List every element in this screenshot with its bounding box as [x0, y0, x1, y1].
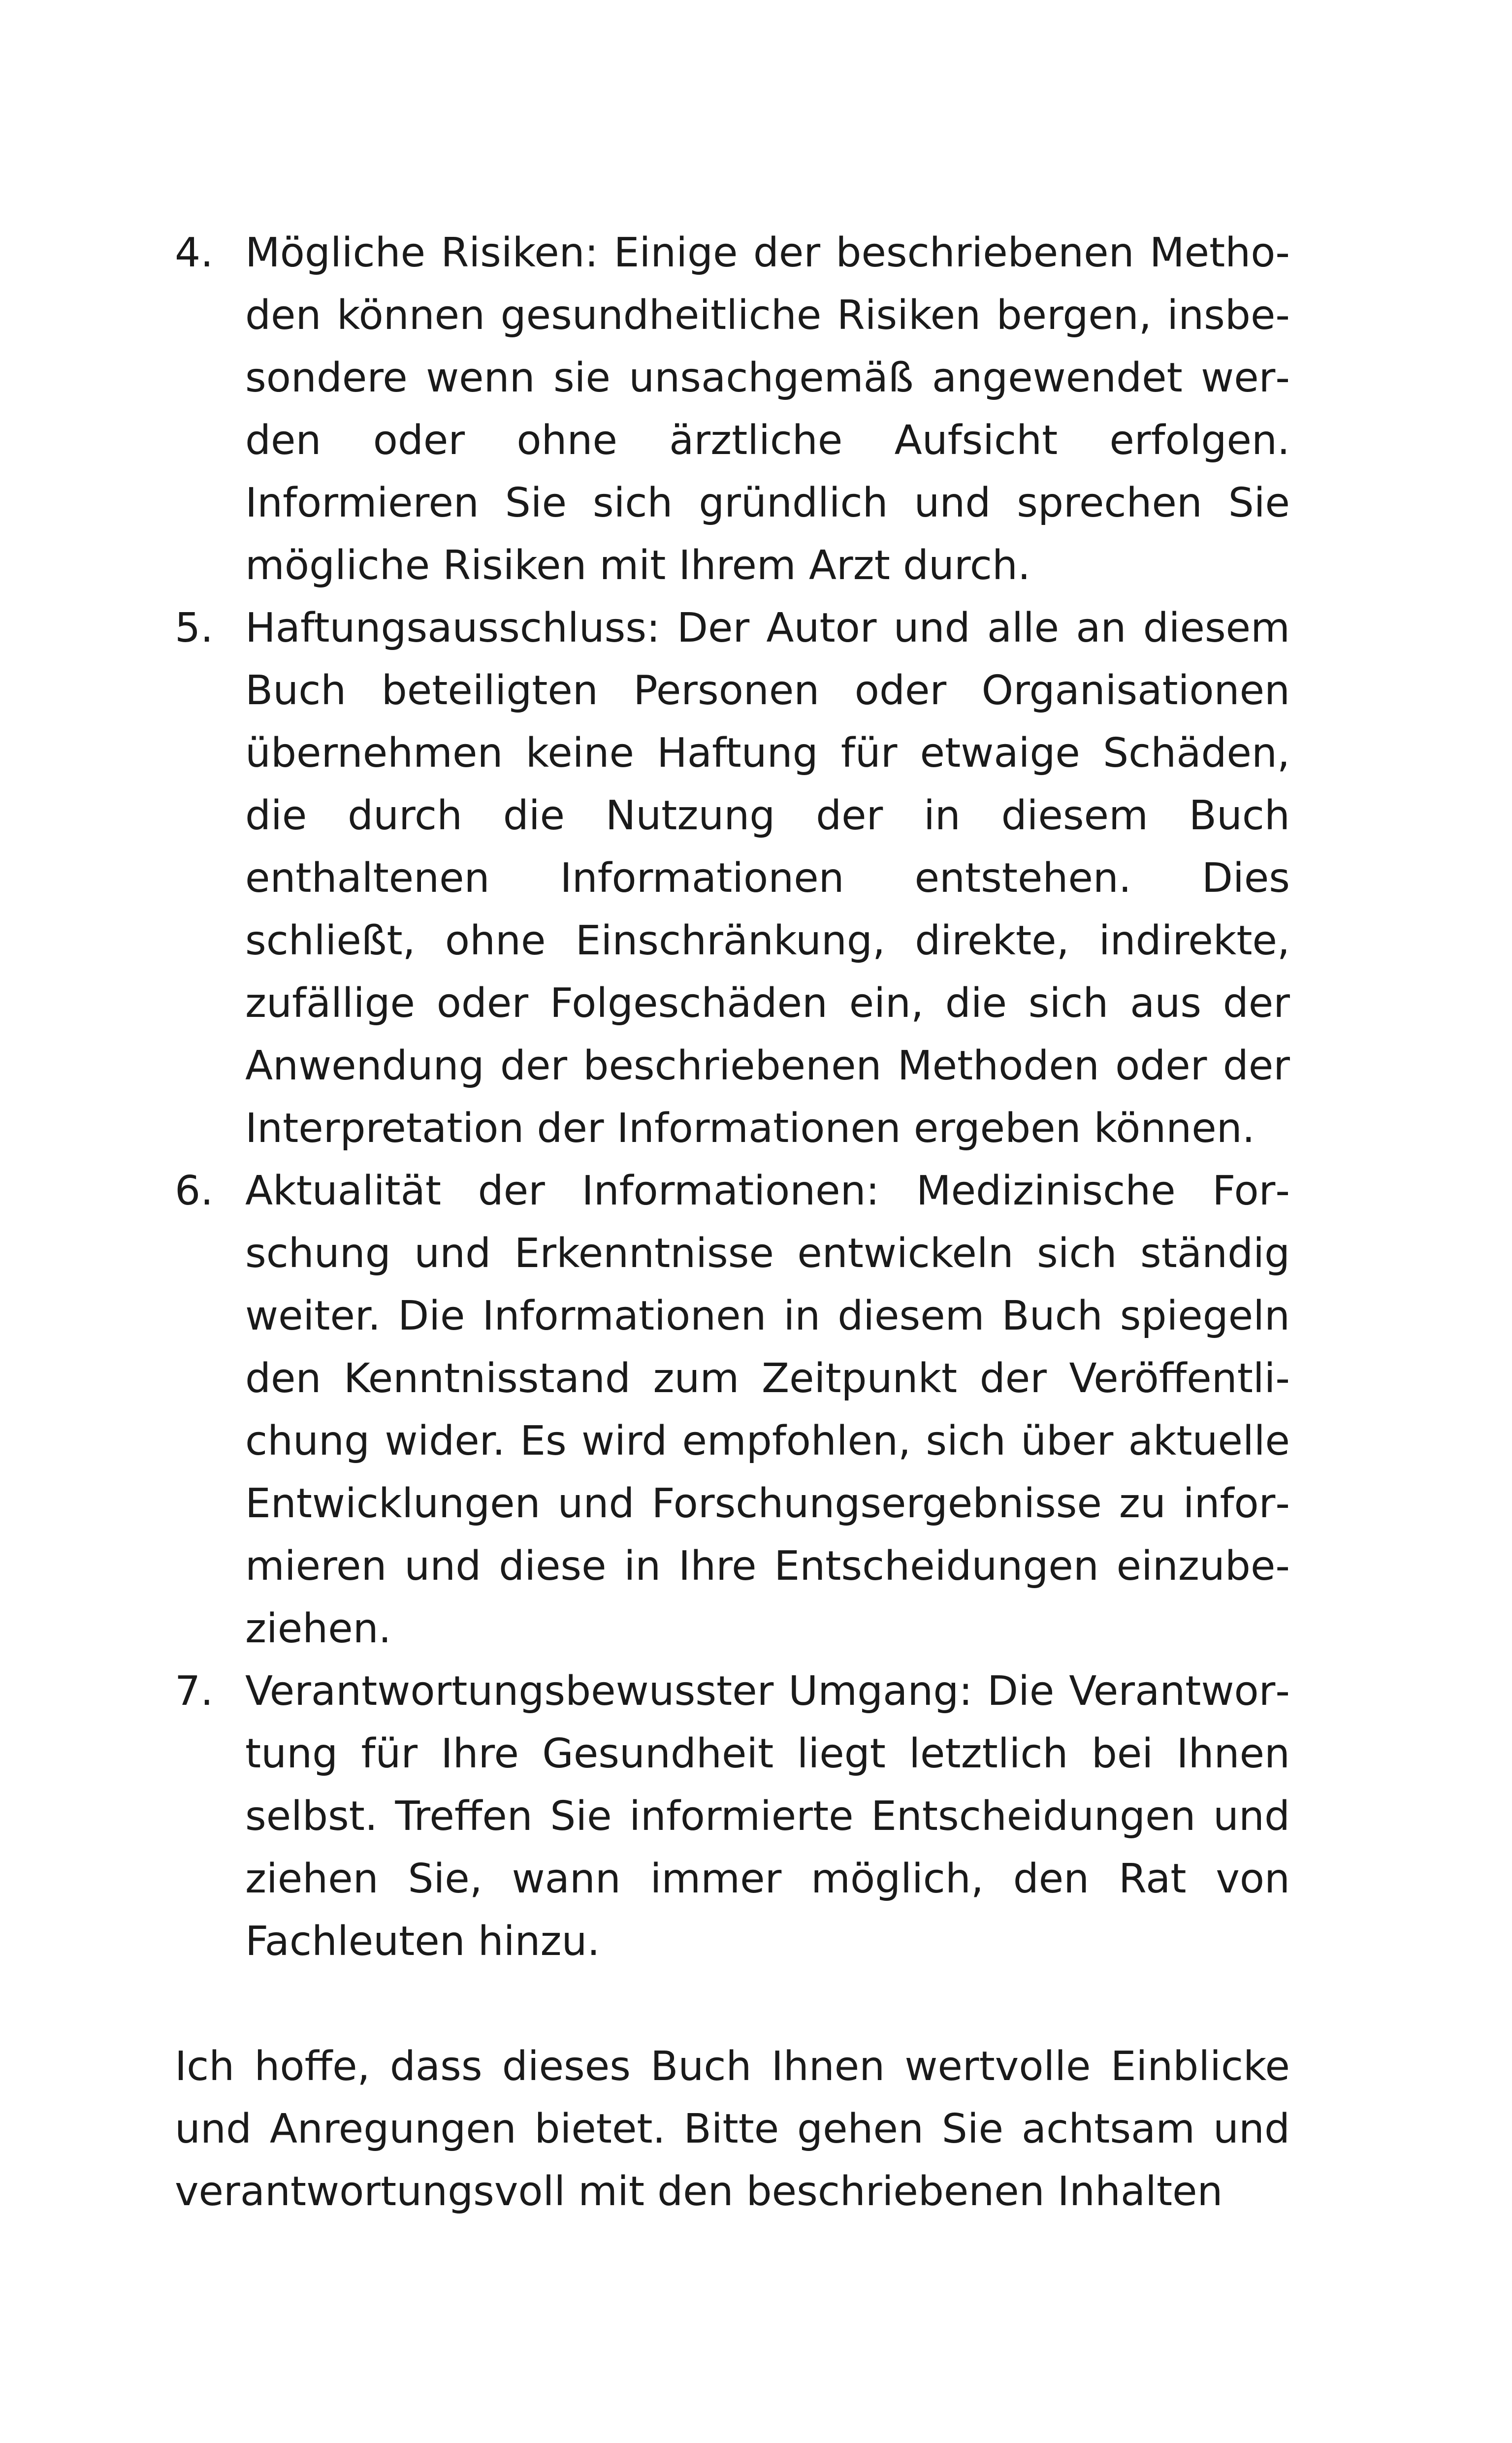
list-item-number: 7. [175, 1668, 214, 1715]
disclaimer-list [175, 222, 1290, 1973]
list-item-text: Aktualität der Informationen: Medizinische Forschung und Erkenntnisse entwickeln sich ständig weiter. Die Informationen in diesem Buch spiegeln den Kenntnisstand zum Zeitpunkt der Veröffentlichung wider. Es wird empfohlen, sich über aktuelle Entwicklungen und Forschungsergebnisse zu informieren und diese in Ihre Entscheidungen einzubeziehen. [245, 1168, 1290, 1652]
list-item-number: 4. [175, 229, 214, 276]
page-content [175, 222, 1290, 2263]
list-item-text: Haftungsausschluss: Der Autor und alle an diesem Buch beteiligten Personen oder Organisationen übernehmen keine Haftung für etwaige Schäden, die durch die Nutzung der in diesem Buch enthaltenen Informationen entstehen. Dies schließt, ohne Einschränkung, direkte, indirekte, zufällige oder Folgeschäden ein, die sich aus der Anwendung der beschriebenen Methoden oder der Interpretation der Informationen ergeben können. [245, 605, 1290, 1152]
list-item-risks [175, 222, 1290, 597]
closing-paragraph: Ich hoffe, dass dieses Buch Ihnen wertvolle Einblicke und Anregungen bietet. Bitte gehen Sie achtsam und verantwortungsvoll mit den beschriebenen Inhalten [175, 2043, 1290, 2215]
list-item-currency [175, 1160, 1290, 1660]
list-item-text: Verantwortungsbewusster Umgang: Die Verantwortung für Ihre Gesundheit liegt letztlich bei Ihnen selbst. Treffen Sie informierte Entscheidungen und ziehen Sie, wann immer möglich, den Rat von Fachleuten hinzu. [245, 1668, 1290, 1965]
list-item-number: 5. [175, 605, 214, 651]
list-item-responsibility [175, 1660, 1290, 1973]
list-item-liability [175, 597, 1290, 1160]
list-item-text: Mögliche Risiken: Einige der beschriebenen Methoden können gesundheitliche Risiken bergen, insbesondere wenn sie unsachgemäß angewendet werden oder ohne ärztliche Aufsicht erfolgen. Informieren Sie sich gründlich und sprechen Sie mögliche Risiken mit Ihrem Arzt durch. [245, 229, 1290, 589]
list-item-number: 6. [175, 1168, 214, 1214]
